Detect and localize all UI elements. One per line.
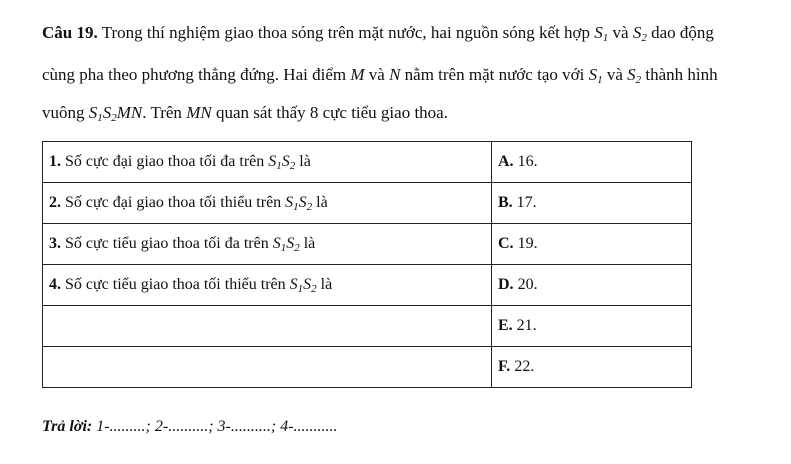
statement-cell: 4. Số cực tiểu giao thoa tối thiểu trên $S_1S_2$ là [43,265,492,306]
source-symbol: $S_2$ [632,23,647,44]
option-cell: A. 16. [492,142,692,183]
question-text: vuông [42,103,85,122]
question-text: và [606,65,623,84]
question-text: thành hình [645,65,718,84]
option-cell: E. 21. [492,306,692,347]
question-text: dao động [651,23,714,42]
question-line-2 [42,64,742,86]
question-number: Câu 19. [42,23,98,42]
table-row [43,347,692,388]
question-text: . Trên [142,103,182,122]
statement-cell: 2. Số cực đại giao thoa tối thiểu trên $S_1S_2$ là [43,183,492,224]
empty-cell [43,347,492,388]
statement-cell: 1. Số cực đại giao thoa tối đa trên $S_1S_2$ là [43,142,492,183]
point-label: M [350,65,365,84]
answer-line [42,418,338,436]
square-label: $S_1S_2MN$ [88,103,143,124]
option-cell: D. 20. [492,265,692,306]
table-row [43,306,692,347]
source-symbol: $S_1$ [594,23,609,44]
question-text: và [368,65,385,84]
answer-blanks[interactable]: 1-.........; 2-..........; 3-..........; 4-........... [96,418,338,435]
table-row [43,265,692,306]
question-line-3 [42,102,742,124]
source-symbol: $S_1$ [588,65,603,86]
point-label: N [389,65,401,84]
source-symbol: $S_2$ [627,65,642,86]
answer-label: Trả lời: [42,418,93,435]
segment-label: MN [186,103,212,122]
option-cell: C. 19. [492,224,692,265]
option-cell: F. 22. [492,347,692,388]
question-text: quan sát thấy 8 cực tiểu giao thoa. [215,103,448,122]
option-cell: B. 17. [492,183,692,224]
question-line-1 [42,22,742,44]
statement-cell: 3. Số cực tiểu giao thoa tối đa trên $S_1S_2$ là [43,224,492,265]
question-text: cùng pha theo phương thẳng đứng. Hai điểm [42,65,347,84]
question-text: và [612,23,629,42]
table-row [43,224,692,265]
question-text: Trong thí nghiệm giao thoa sóng trên mặt nước, hai nguồn sóng kết hợp [101,23,591,42]
table-row [43,142,692,183]
question-text: nằm trên mặt nước tạo với [404,65,585,84]
empty-cell [43,306,492,347]
options-table [42,141,692,388]
table-row [43,183,692,224]
